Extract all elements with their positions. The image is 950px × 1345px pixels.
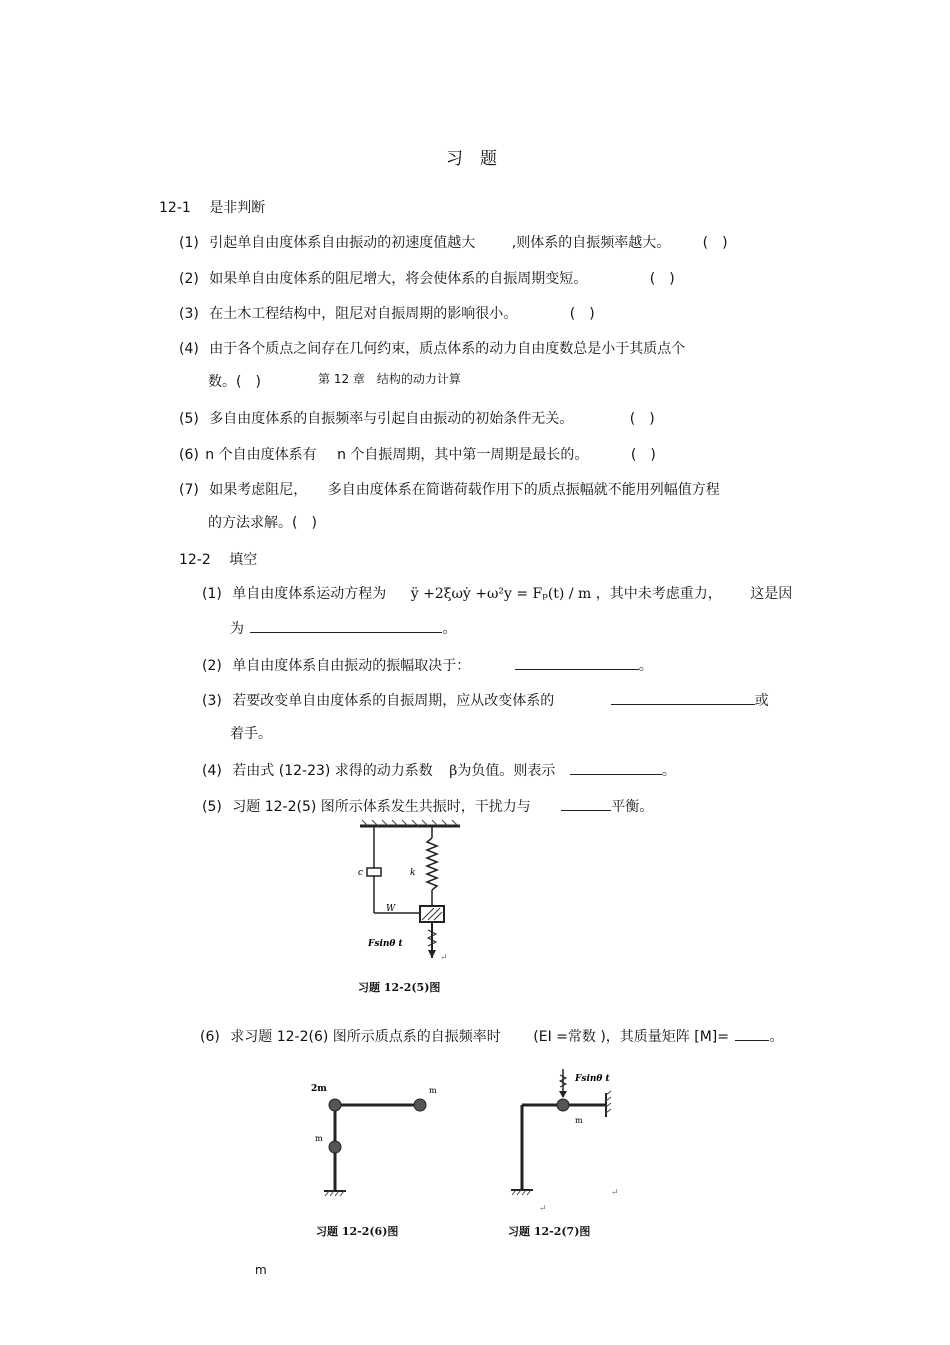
question-2-3-cont: 着手。 <box>230 726 272 742</box>
item-text: 或 <box>754 693 769 709</box>
item-text: 由于各个质点之间存在几何约束，质点体系的动力自由度数总是小于其质点个 <box>209 341 686 357</box>
item-text: ,则体系的自振频率越大。 <box>511 235 671 251</box>
item-text: 在土木工程结构中，阻尼对自振周期的影响很小。 <box>209 306 518 322</box>
answer-paren: ( ) <box>630 447 656 463</box>
item-text: 习题 12-2(5) 图所示体系发生共振时，干扰力与 <box>232 799 531 815</box>
paragraph-mark-icon: ↵ <box>611 1188 619 1198</box>
item-text: 若要改变单自由度体系的自振周期，应从改变体系的 <box>232 693 555 709</box>
item-text: 多自由度体系的自振频率与引起自由振动的初始条件无关。 <box>209 411 574 427</box>
question-2-4 <box>202 760 676 780</box>
figure-caption-5: 习题 12-2(5)图 <box>358 981 441 994</box>
section-1-header <box>159 197 265 217</box>
label-m: m <box>575 1116 583 1125</box>
item-text: 。 <box>638 658 653 674</box>
item-text: 若由式 (12-23) 求得的动力系数 <box>232 763 433 779</box>
question-2-1 <box>202 583 792 603</box>
item-number: (1) <box>179 235 199 251</box>
section-2-label: 12-2 <box>179 552 211 568</box>
beta-symbol: β <box>449 763 458 779</box>
item-number: (4) <box>179 341 199 357</box>
section-2-name: 填空 <box>229 552 258 568</box>
figure-caption-7: 习题 12-2(7)图 <box>508 1225 591 1238</box>
question-2-3 <box>202 690 769 710</box>
question-2-5 <box>202 796 653 816</box>
question-2-1-cont <box>230 618 456 638</box>
item-text: 平衡。 <box>611 799 654 815</box>
item-text: ，其中未考虑重力， <box>595 586 722 602</box>
item-text: 为 <box>230 621 244 637</box>
label-force: Fsinθ t <box>575 1074 610 1084</box>
item-text: 多自由度体系在简谐荷载作用下的质点振幅就不能用列幅值方程 <box>327 482 720 498</box>
section-1-label: 12-1 <box>159 200 191 216</box>
item-text: 单自由度体系运动方程为 <box>232 586 387 602</box>
question-1-7-cont: 的方法求解。( ) <box>208 515 317 531</box>
answer-paren: ( ) <box>569 306 595 322</box>
figure-12-2-5 <box>350 818 470 998</box>
item-text: 。 <box>769 1029 784 1045</box>
item-text: (EI =常数 )，其质量矩阵 [M]= <box>533 1029 729 1045</box>
figure-12-2-7 <box>505 1065 635 1215</box>
item-text: 如果单自由度体系的阻尼增大，将会使体系的自振周期变短。 <box>209 271 588 287</box>
item-text: 单自由度体系自由振动的振幅取决于： <box>232 658 471 674</box>
page-title: 习 题 <box>446 149 497 169</box>
label-m-right: m <box>429 1086 437 1095</box>
item-number: (6) <box>200 1029 220 1045</box>
question-2-2 <box>202 655 653 675</box>
footer-fragment: m <box>255 1263 267 1277</box>
item-text: 如果考虑阻尼， <box>209 482 308 498</box>
label-m-mid: m <box>315 1134 323 1143</box>
answer-blank[interactable] <box>250 618 442 633</box>
item-number: (4) <box>202 763 222 779</box>
question-1-6 <box>179 444 656 464</box>
figure-caption-6: 习题 12-2(6)图 <box>316 1225 399 1238</box>
section-1-name: 是非判断 <box>209 200 266 216</box>
item-number: (5) <box>202 799 222 815</box>
question-1-7 <box>179 479 720 499</box>
running-header: 第 12 章 结构的动力计算 <box>318 372 461 386</box>
item-number: (1) <box>202 586 222 602</box>
item-text: 为负值。则表示 <box>457 763 556 779</box>
answer-blank[interactable] <box>570 760 662 775</box>
paragraph-mark-icon: ↵ <box>539 1204 547 1214</box>
item-number: (7) <box>179 482 199 498</box>
item-text: 求习题 12-2(6) 图所示质点系的自振频率时 <box>230 1029 501 1045</box>
item-number: (3) <box>202 693 222 709</box>
item-number: (2) <box>202 658 222 674</box>
question-1-1 <box>179 232 728 252</box>
answer-blank[interactable] <box>735 1026 769 1041</box>
item-text: n 个自振周期，其中第一周期是最长的。 <box>337 447 589 463</box>
item-number: (2) <box>179 271 199 287</box>
item-number: (5) <box>179 411 199 427</box>
answer-blank[interactable] <box>515 655 639 670</box>
label-w: W <box>386 904 396 914</box>
item-text: 。 <box>442 621 457 637</box>
answer-blank[interactable] <box>611 690 755 705</box>
question-1-5 <box>179 408 655 428</box>
question-1-4 <box>179 338 685 358</box>
question-1-4-cont: 数。( ) <box>208 374 261 390</box>
answer-paren: ( ) <box>702 235 728 251</box>
label-force: Fsinθ t <box>368 939 403 949</box>
item-text: 引起单自由度体系自由振动的初速度值越大 <box>209 235 476 251</box>
label-c: c <box>358 868 364 878</box>
answer-blank[interactable] <box>561 796 611 811</box>
question-1-3 <box>179 303 595 323</box>
paragraph-mark-icon: ↵ <box>440 953 448 963</box>
question-2-6 <box>200 1026 783 1046</box>
question-1-2 <box>179 268 675 288</box>
item-text: 这是因 <box>750 586 793 602</box>
answer-paren: ( ) <box>649 271 675 287</box>
item-number: (6) <box>179 447 199 463</box>
answer-paren: ( ) <box>629 411 655 427</box>
section-2-header <box>179 549 257 569</box>
item-text: 。 <box>661 763 676 779</box>
label-2m: 2m <box>311 1084 327 1094</box>
item-number: (3) <box>179 306 199 322</box>
label-k: k <box>410 868 416 878</box>
figure-12-2-6 <box>305 1075 445 1205</box>
item-text: n 个自由度体系有 <box>205 447 317 463</box>
equation: ÿ +2ξωẏ +ω²y = Fₚ(t) / m <box>410 586 592 602</box>
